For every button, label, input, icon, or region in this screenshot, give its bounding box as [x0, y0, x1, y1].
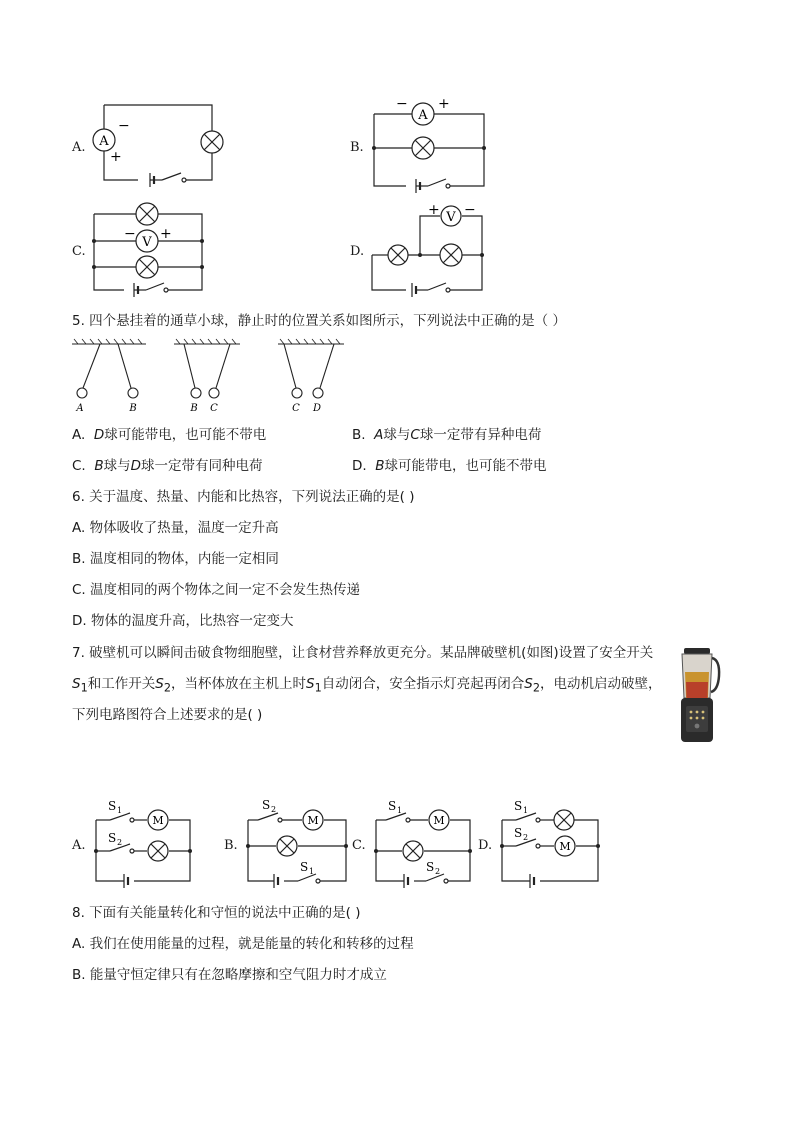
q5-option-d[interactable]: D. B球可能带电，也可能不带电 — [352, 458, 547, 474]
switch-d-s1: S — [514, 799, 523, 813]
ball-label-c1: C — [210, 403, 218, 414]
q7-circuit-a — [88, 796, 198, 888]
q8-stem: 8. 下面有关能量转化和守恒的说法中正确的是( ) — [72, 905, 361, 921]
svg-text:2: 2 — [271, 805, 277, 814]
q7-option-a-letter: A. — [72, 838, 86, 853]
ball-label-a1: A — [76, 403, 84, 414]
q7-circuit-c — [368, 796, 478, 888]
blender-image — [674, 646, 722, 744]
q4-circuit-d — [366, 200, 494, 300]
ball-label-d1: D — [312, 403, 322, 414]
switch-c-s2: S — [426, 860, 435, 874]
svg-text:1: 1 — [523, 806, 529, 815]
q8-option-a[interactable]: A. 我们在使用能量的过程，就是能量的转化和转移的过程 — [72, 936, 414, 952]
q7-circuit-d — [494, 796, 604, 888]
q4-option-b-letter: B. — [350, 140, 364, 155]
q4-circuit-b — [366, 94, 494, 194]
q7-option-d-letter: D. — [478, 838, 493, 853]
motor-a-symbol: M — [152, 814, 164, 827]
q4-circuit-a — [88, 100, 228, 192]
q6-option-b[interactable]: B. 温度相同的物体，内能一定相同 — [72, 551, 279, 567]
q7-circuit-b — [240, 796, 352, 888]
ammeter-a-plus: + — [110, 149, 122, 165]
switch-c-s1: S — [388, 799, 397, 813]
ammeter-b-plus: + — [438, 96, 450, 112]
q7-line-2: $S_1$和工作开关$S_2$，当杯体放在主机上时$S_1$自动闭合，安全指示灯亮起再闭合$S_2$，电动机启动破壁， — [72, 676, 662, 695]
q4-option-c-letter: C. — [72, 244, 86, 259]
q8-option-b[interactable]: B. 能量守恒定律只有在忽略摩擦和空气阻力时才成立 — [72, 967, 387, 983]
voltmeter-c-plus: + — [160, 226, 172, 242]
q4-option-d-letter: D. — [350, 244, 365, 259]
q6-option-c[interactable]: C. 温度相同的两个物体之间一定不会发生热传递 — [72, 582, 361, 598]
q5-stem: 5. 四个悬挂着的通草小球，静止时的位置关系如图所示，下列说法中正确的是（ ） — [72, 313, 566, 329]
q5-option-a[interactable]: A. D球可能带电，也可能不带电 — [72, 427, 267, 443]
q4-option-a-letter: A. — [72, 140, 86, 155]
q4-circuit-c — [88, 200, 212, 300]
ball-label-c2: C — [292, 403, 300, 414]
ammeter-a-minus: − — [118, 118, 130, 134]
svg-text:1: 1 — [117, 806, 123, 815]
ammeter-a-symbol: A — [99, 134, 109, 149]
q6-stem: 6. 关于温度、热量、内能和比热容，下列说法正确的是( ) — [72, 489, 415, 505]
q5-option-b[interactable]: B. A球与C球一定带有异种电荷 — [352, 427, 542, 443]
voltmeter-d-minus: − — [464, 202, 476, 218]
ball-label-b2: B — [190, 403, 198, 414]
q7-line-3: 下列电路图符合上述要求的是( ) — [72, 707, 263, 723]
ammeter-b-symbol: A — [418, 108, 428, 123]
switch-b-s2: S — [262, 798, 271, 812]
svg-text:2: 2 — [117, 838, 123, 847]
switch-a-s2: S — [108, 831, 117, 845]
switch-d-s2: S — [514, 826, 523, 840]
voltmeter-c-minus: − — [124, 226, 136, 242]
motor-c-symbol: M — [433, 814, 445, 827]
svg-text:1: 1 — [397, 806, 403, 815]
svg-text:2: 2 — [435, 867, 441, 876]
switch-b-s1: S — [300, 860, 309, 874]
motor-b-symbol: M — [307, 814, 319, 827]
voltmeter-d-plus: + — [428, 202, 440, 218]
q5-pith-balls-figure — [70, 338, 360, 416]
svg-text:1: 1 — [309, 867, 315, 876]
q5-option-c[interactable]: C. B球与D球一定带有同种电荷 — [72, 458, 263, 474]
ammeter-b-minus: − — [396, 96, 408, 112]
voltmeter-d-symbol: V — [446, 210, 456, 225]
q6-option-d[interactable]: D. 物体的温度升高，比热容一定变大 — [72, 613, 294, 629]
q7-line-1: 7. 破壁机可以瞬间击破食物细胞壁，让食材营养释放更充分。某品牌破壁机(如图)设置了安全开关 — [72, 645, 654, 661]
q6-option-a[interactable]: A. 物体吸收了热量，温度一定升高 — [72, 520, 279, 536]
motor-d-symbol: M — [559, 840, 571, 853]
q7-option-c-letter: C. — [352, 838, 366, 853]
q7-option-b-letter: B. — [224, 838, 238, 853]
voltmeter-c-symbol: V — [142, 235, 152, 250]
svg-text:2: 2 — [523, 833, 529, 842]
switch-a-s1: S — [108, 799, 117, 813]
ball-label-b1: B — [129, 403, 137, 414]
